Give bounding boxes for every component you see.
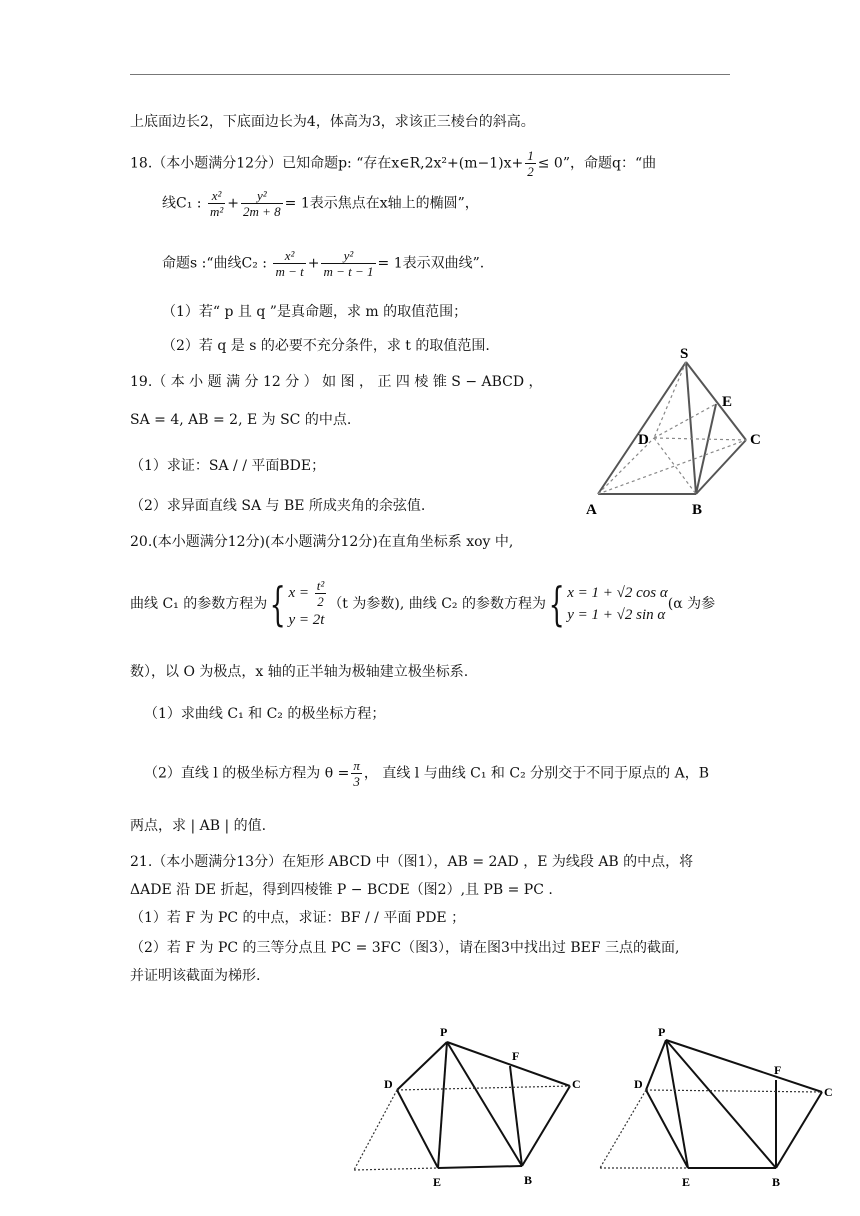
fraction-one-half: $\frac{1}{2}$ <box>527 148 534 179</box>
problem-19-part-1: （1）求证：SA / / 平面BDE； <box>130 458 326 474</box>
vertex-label-D: D <box>638 432 649 448</box>
fig3-label-D: D <box>634 1077 643 1091</box>
figure-2-quadrilateral-pyramid <box>340 1020 590 1190</box>
vertex-label-S: S <box>680 346 689 362</box>
fig2-label-F: F <box>512 1049 520 1063</box>
fig2-label-P: P <box>440 1025 448 1039</box>
problem-17-tail: 上底面边长2，下底面边长为4，体高为3，求该正三棱台的斜高。 <box>130 114 535 130</box>
problem-20-parametric-equations: 曲线 C₁ 的参数方程为{ x = $\frac{\text{t²}}{2}$ y = 2t （t 为参数), 曲线 C₂ 的参数方程为{ x = 1 + √2 cos α y = 1 + √2 sin α (α 为参 <box>130 577 716 631</box>
problem-21-part-2: （2）若 F 为 PC 的三等分点且 PC = 3FC（图3），请在图3中找出过 BEF 三点的截面, <box>130 940 680 956</box>
vertex-label-A: A <box>586 502 597 518</box>
fig2-label-C: C <box>572 1077 581 1091</box>
problem-19-line-2: SA = 4, AB = 2, E 为 SC 的中点. <box>130 412 352 428</box>
fig2-label-E: E <box>433 1175 442 1189</box>
c1-fraction-y: $\frac{\text{y²}}{2m + 8}$ <box>242 188 281 219</box>
problem-21-line-1: 21.（本小题满分13分）在矩形 ABCD 中（图1），AB = 2AD ，E 为线段 AB 的中点，将 <box>130 854 694 870</box>
problem-18-head-tail: ≤ 0”，命题q：“曲 <box>537 155 657 172</box>
problem-18-part-1: （1）若“ p 且 q ”是真命题，求 m 的取值范围； <box>162 304 468 320</box>
problem-20-end: 两点，求 | AB | 的值. <box>130 818 267 834</box>
problem-19-line-1: 19.（ 本 小 题 满 分 12 分 ） 如 图 ， 正 四 棱 锥 S − ABCD ， <box>130 374 543 390</box>
fraction-pi-over-3: $\frac{\pi}{3}$ <box>353 758 360 789</box>
problem-21-part-2b: 并证明该截面为梯形. <box>130 968 261 984</box>
fig3-label-C: C <box>824 1085 833 1099</box>
figure-3-quadrilateral-pyramid <box>590 1020 840 1190</box>
header-rule <box>130 74 730 75</box>
problem-18-proposition-s: 命题s :“曲线C₂ : $\frac{\text{x²}}{m - t}$ + $\frac{\text{y²}}{m - t - 1}$ = 1表示双曲线”. <box>162 248 485 279</box>
problem-21-line-2: ΔADE 沿 DE 折起，得到四棱锥 P − BCDE（图2）,且 PB = PC . <box>130 882 553 898</box>
vertex-label-C: C <box>750 432 761 448</box>
vertex-label-B: B <box>692 502 703 518</box>
problem-20-line-3: 数），以 O 为极点，x 轴的正半轴为极轴建立极坐标系. <box>130 664 469 680</box>
vertex-label-E: E <box>722 394 733 410</box>
problem-21-part-1: （1）若 F 为 PC 的中点，求证：BF / / 平面 PDE ； <box>130 910 466 926</box>
fig3-label-P: P <box>658 1025 666 1039</box>
fig2-label-D: D <box>384 1077 393 1091</box>
problem-18-curve-c1: 线C₁ : $\frac{\text{x²}}{\text{m²}}$ + $\frac{\text{y²}}{2m + 8}$ = 1表示焦点在x轴上的椭圆”， <box>162 188 479 219</box>
c1-system: x = $\frac{\text{t²}}{2}$ y = 2t <box>288 577 325 628</box>
problem-18-head: 18.（本小题满分12分）已知命题p: “存在x∈R,2x²+(m−1)x+ <box>130 155 524 172</box>
problem-18-statement <box>130 148 656 179</box>
left-brace-c1: { <box>269 577 286 631</box>
fig3-label-F: F <box>774 1063 782 1077</box>
s-fraction-y: $\frac{\text{y²}}{m - t - 1}$ <box>323 248 374 279</box>
c1-fraction-x: $\frac{\text{x²}}{\text{m²}}$ <box>209 188 224 219</box>
fig3-label-E: E <box>682 1175 691 1189</box>
c2-system: x = 1 + √2 cos α y = 1 + √2 sin α <box>567 585 668 623</box>
fig3-label-B: B <box>772 1175 781 1189</box>
problem-18-part-2: （2）若 q 是 s 的必要不充分条件，求 t 的取值范围. <box>162 338 490 354</box>
left-brace-c2: { <box>548 577 565 631</box>
pyramid-figure <box>580 342 780 522</box>
problem-20-part-2: （2）直线 l 的极坐标方程为 θ = $\frac{\pi}{3}$ ， 直线 l 与曲线 C₁ 和 C₂ 分别交于不同于原点的 A，B <box>144 758 709 789</box>
problem-20-part-1: （1）求曲线 C₁ 和 C₂ 的极坐标方程； <box>144 706 386 722</box>
s-fraction-x: $\frac{\text{x²}}{m - t}$ <box>275 248 304 279</box>
problem-19-part-2: （2）求异面直线 SA 与 BE 所成夹角的余弦值. <box>130 498 426 514</box>
problem-20-head: 20.(本小题满分12分)(本小题满分12分)在直角坐标系 xoy 中, <box>130 534 514 550</box>
fig2-label-B: B <box>524 1173 533 1187</box>
